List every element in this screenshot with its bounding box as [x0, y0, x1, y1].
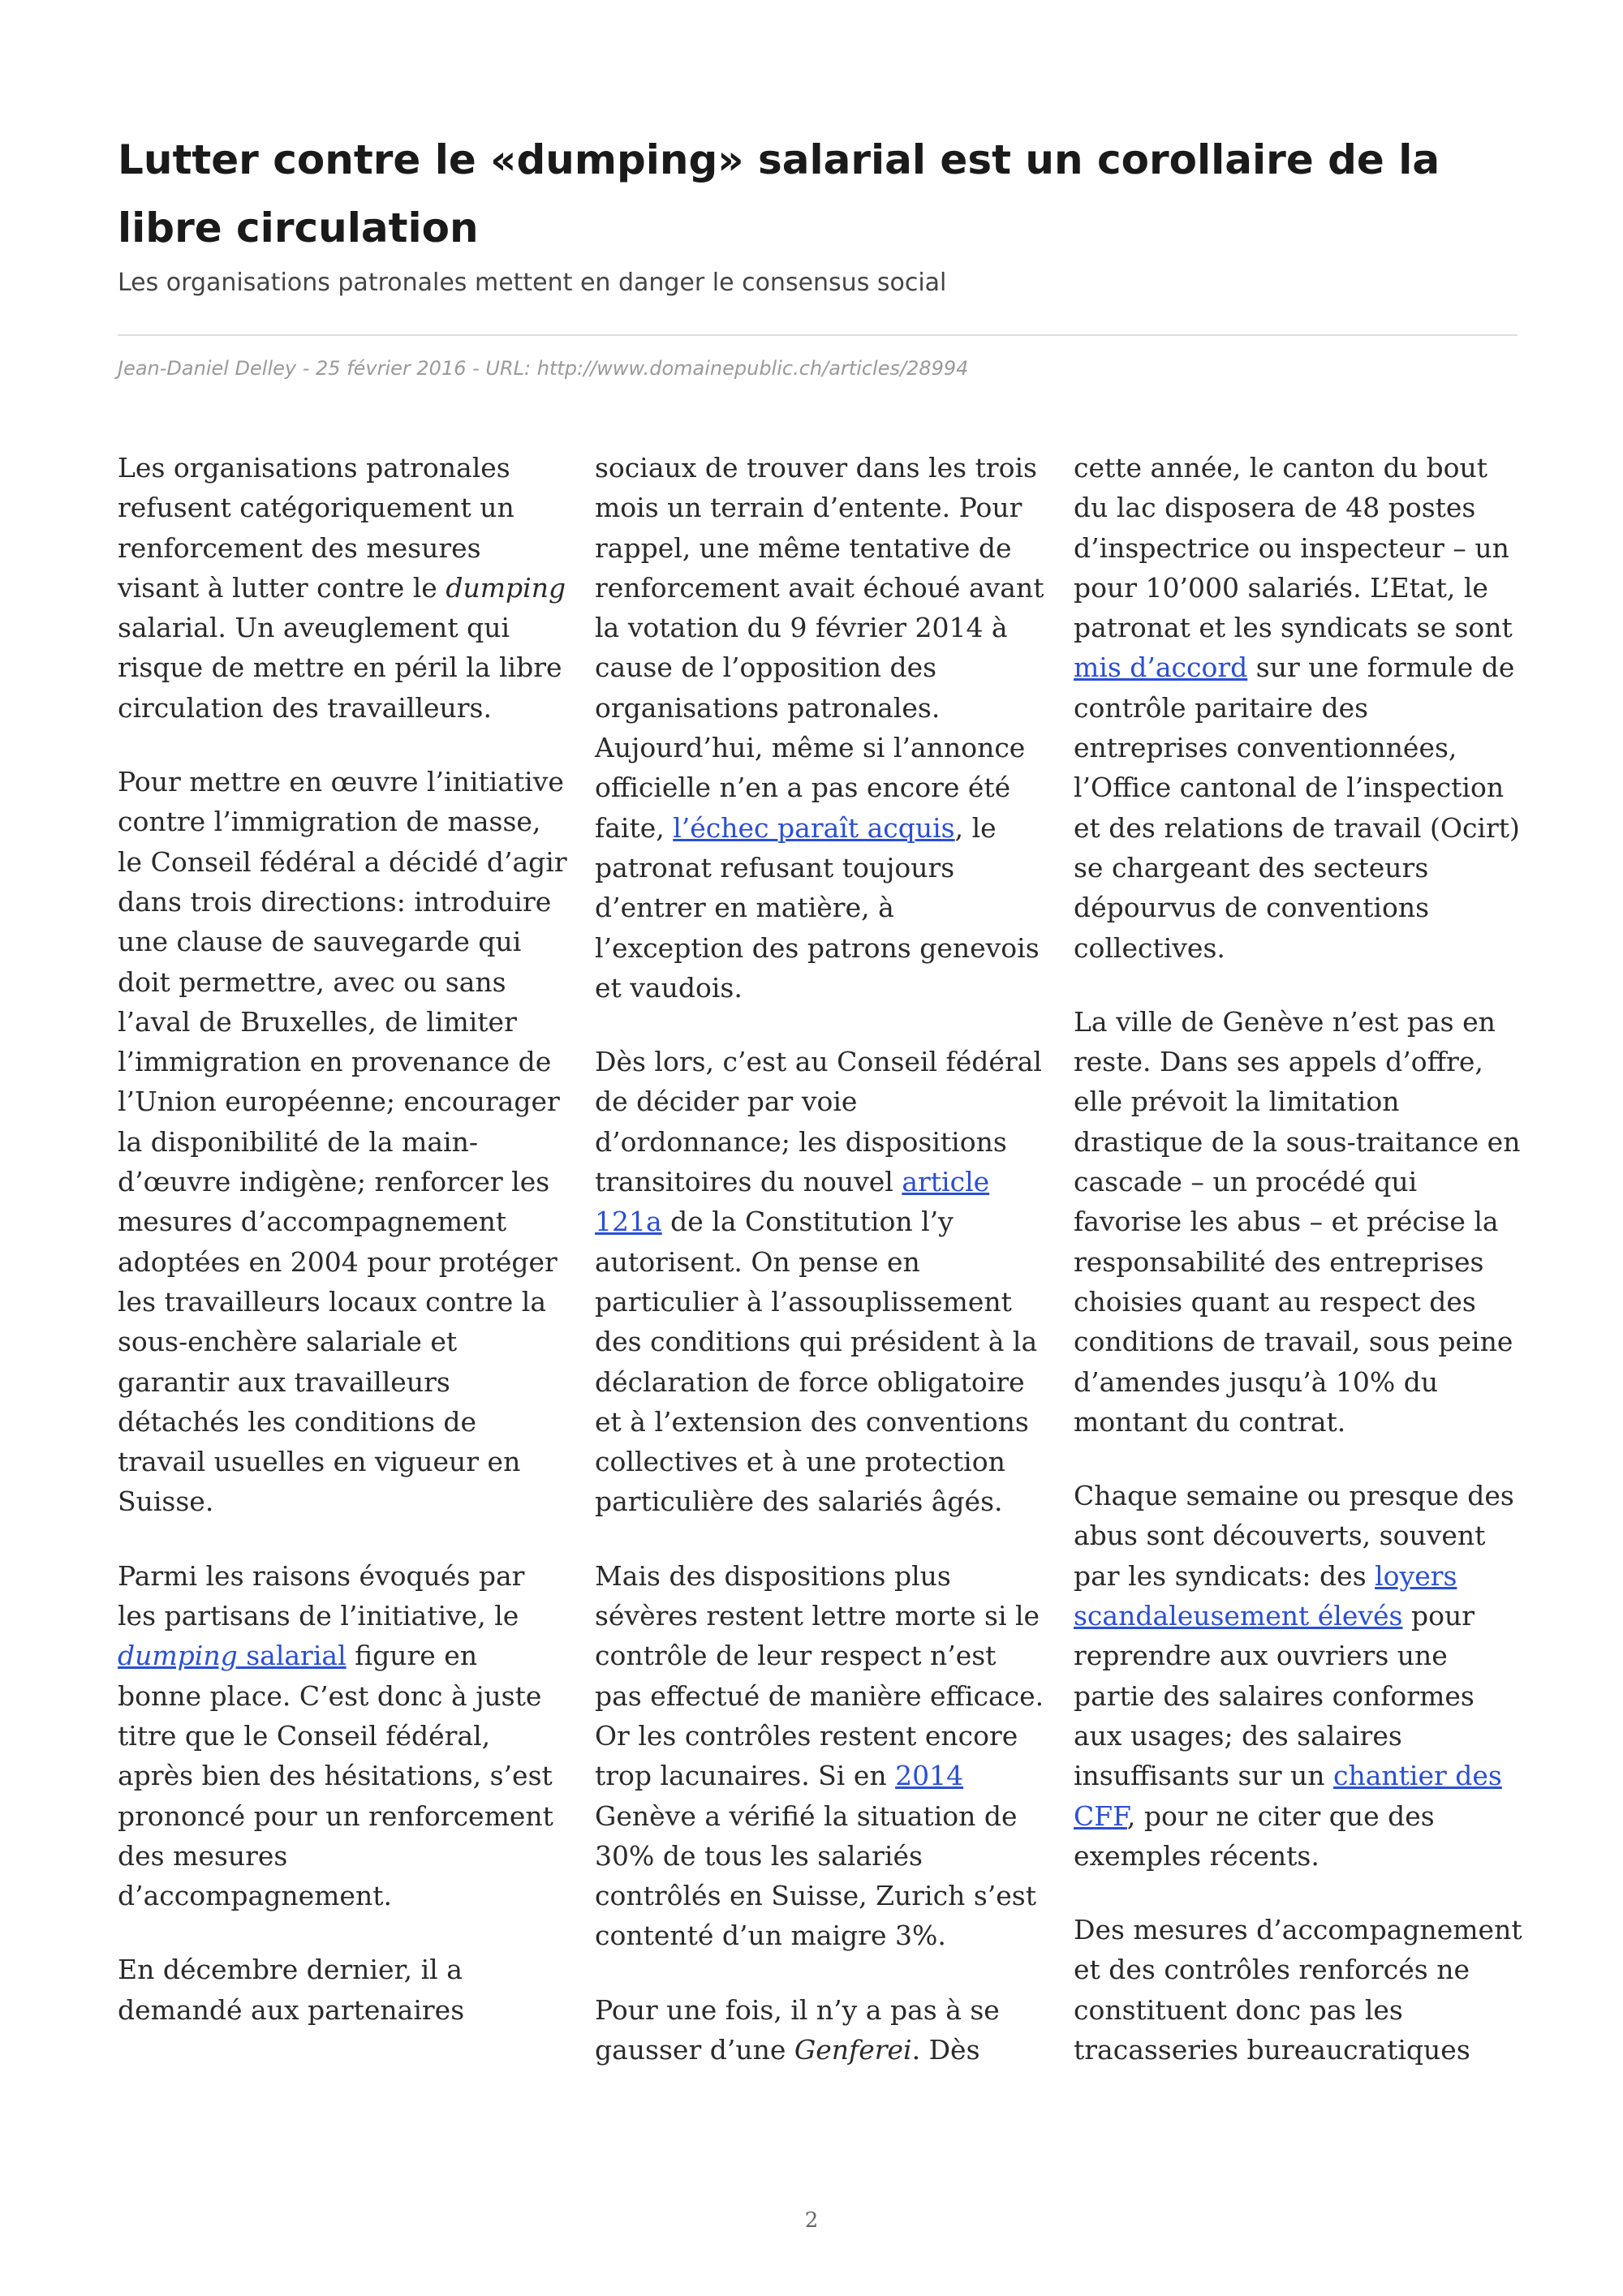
text-run: , pour ne citer que des exemples récents.: [1074, 1799, 1435, 1872]
text-run: Parmi les raisons évoqués par les partisans de l’initiative, le: [118, 1559, 525, 1632]
link-emphasis: dumping: [118, 1640, 238, 1672]
dumping-salarial-link[interactable]: [118, 1640, 347, 1671]
text-run: Chaque semaine ou presque des abus sont découverts, souvent par les syndicats: des: [1074, 1480, 1514, 1592]
text-run: Genève a vérifié la situation de 30% de tous les salariés contrôlés en Suisse, Zurich s’est contenté d’un maigre 3%.: [595, 1799, 1036, 1952]
text-run: Mais des dispositions plus sévères restent lettre morte si le contrôle de leur respect n’est pas effectué de manière efficace. Or les contrôles restent encore trop lacunaires. Si en: [595, 1559, 1044, 1792]
page-number: 2: [804, 2208, 819, 2233]
text-run: . Dès: [911, 2033, 980, 2066]
paragraph: [118, 1556, 568, 1916]
article-title: Lutter contre le «dumping» salarial est un corollaire de la libre circulation: [118, 136, 1440, 252]
paragraph: En décembre dernier, il a demandé aux partenaires: [118, 1954, 465, 2026]
paragraph: [1074, 1476, 1524, 1876]
echec-link[interactable]: l’échec paraît acquis: [673, 811, 955, 844]
text-run: Pour une fois, il n’y a pas à se gausser d’une: [595, 1993, 1000, 2066]
text-run: de la Constitution l’y autorisent. On pense en particulier à l’assouplissement des conditions qui président à la déclaration de force obligatoire et à l’extension des conventions collectives et à une protection particulière des salariés âgés.: [595, 1206, 1038, 1518]
text-run: cette année, le canton du bout du lac disposera de 48 postes d’inspectrice ou inspecteur – un pour 10’000 salariés. L’Etat, le patronat et les syndicats se sont: [1074, 452, 1513, 644]
emphasis: dumping: [446, 571, 566, 604]
paragraph: [595, 1042, 1045, 1522]
year-2014-link[interactable]: 2014: [895, 1760, 964, 1792]
header-divider: [118, 334, 1518, 336]
paragraph: [118, 448, 568, 728]
text-column-2: [595, 448, 1045, 2104]
paragraph: [1074, 448, 1524, 968]
article-subtitle: Les organisations patronales mettent en danger le consensus social: [118, 269, 947, 297]
paragraph: [595, 1556, 1045, 1956]
text-run: Les organisations patronales refusent catégoriquement un renforcement des mesures visant à lutter contre le: [118, 452, 514, 604]
link-text: salarial: [237, 1640, 347, 1672]
article-121a-link[interactable]: article 121a: [595, 1166, 990, 1238]
chantier-cff-link[interactable]: chantier des CFF: [1074, 1760, 1502, 1832]
paragraph: La ville de Genève n’est pas en reste. Dans ses appels d’offre, elle prévoit la limitation drastique de la sous-traitance en cascade – un procédé qui favorise les abus – et précise la responsabilité des entreprises choisies quant au respect des conditions de travail, sous peine d’amendes jusqu’à 10% du montant du contrat.: [1074, 1005, 1521, 1438]
text-run: sociaux de trouver dans les trois mois un terrain d’entente. Pour rappel, une même tentative de renforcement avait échoué avant la votation du 9 février 2014 à cause de l’opposition des organisations patronales. Aujourd’hui, même si l’annonce officielle n’en a pas encore été faite,: [595, 452, 1044, 844]
paragraph: [595, 1990, 1045, 2070]
paragraph: Des mesures d’accompagnement et des contrôles renforcés ne constituent donc pas les tracasseries bureaucratiques: [1074, 1914, 1522, 2066]
text-column-1: [118, 448, 568, 2064]
article-byline: Jean-Daniel Delley - 25 février 2016 - URL: http://www.domainepublic.ch/articles/28994: [118, 357, 969, 380]
text-run: Dès lors, c’est au Conseil fédéral de décider par voie d’ordonnance; les dispositions transitoires du nouvel: [595, 1046, 1042, 1198]
text-run: figure en bonne place. C’est donc à juste titre que le Conseil fédéral, après bien des hésitations, s’est prononcé pour un renforcement des mesures d’accompagnement.: [118, 1640, 553, 1912]
text-run: sur une formule de contrôle paritaire des entreprises conventionnées, l’Office cantonal de l’inspection et des relations de travail (Ocirt) se chargeant des secteurs dépourvus de conventions collectives.: [1074, 651, 1520, 964]
emphasis: Genferei: [794, 2033, 912, 2066]
loyers-link[interactable]: loyers scandaleusement élevés: [1074, 1559, 1457, 1632]
article-header: [118, 126, 1518, 301]
text-run: , le patronat refusant toujours d’entrer en matière, à l’exception des patrons genevois et vaudois.: [595, 811, 1040, 1004]
text-run: pour reprendre aux ouvriers une partie des salaires conformes aux usages; des salaires insuffisants sur un: [1074, 1600, 1475, 1792]
mis-d-accord-link[interactable]: mis d’accord: [1074, 651, 1248, 684]
paragraph: [595, 448, 1045, 1008]
paragraph: Pour mettre en œuvre l’initiative contre l’immigration de masse, le Conseil fédéral a décidé d’agir dans trois directions: introduire une clause de sauvegarde qui doit permettre, avec ou sans l’aval de Bruxelles, de limiter l’immigration en provenance de l’Union européenne; encourager la disponibilité de la main-d’œuvre indigène; renforcer les mesures d’accompagnement adoptées en 2004 pour protéger les travailleurs locaux contre la sous-enchère salariale et garantir aux travailleurs détachés les conditions de travail usuelles en vigueur en Suisse.: [118, 766, 567, 1518]
text-column-3: [1074, 448, 1524, 2104]
text-run: salarial. Un aveuglement qui risque de mettre en péril la libre circulation des travailleurs.: [118, 612, 562, 724]
